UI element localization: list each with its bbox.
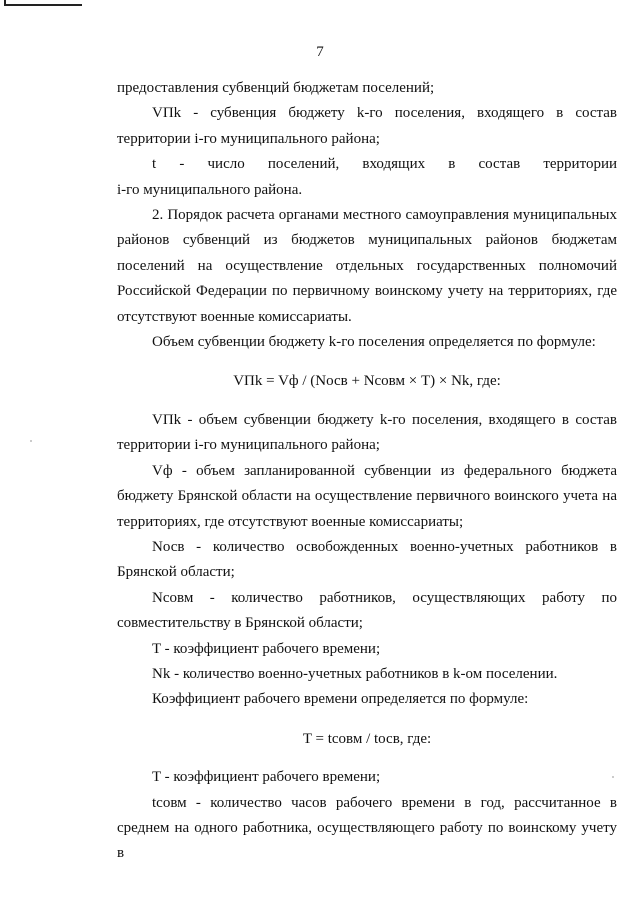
definition-t-line: t - число поселений, входящих в состав территории — [152, 156, 617, 173]
section-2-heading-line: 2. Порядок расчета органами местного самоуправления муниципальных — [152, 207, 617, 224]
text-line: Коэффициент рабочего времени определяется по формуле: — [152, 691, 529, 708]
text-line: предоставления субвенций бюджетам поселений; — [117, 80, 435, 96]
definition-vf-line: Vф - объем запланированной субвенции из федерального бюджета — [152, 462, 617, 479]
definition-nsovm-line: Nсовм - количество работников, осуществляющих работу по — [152, 589, 617, 606]
text-line: территориях, где отсутствуют военные комиссариаты; — [117, 513, 464, 530]
text-line: районов субвенций из бюджетов муниципальных районов бюджетам — [117, 232, 617, 249]
definition-t-coef-line: T - коэффициент рабочего времени; — [152, 640, 381, 657]
text-line: отсутствуют военные комиссариаты. — [117, 308, 352, 325]
text-line: бюджету Брянской области на осуществление первичного воинского учета на — [117, 488, 617, 505]
text-line: Объем субвенции бюджету k-го поселения определяется по формуле: — [152, 334, 596, 351]
definition-nk-line: Nk - количество военно-учетных работников в k-ом поселении. — [152, 665, 558, 682]
definition-nosv-line: Nосв - количество освобожденных военно-учетных работников в — [152, 538, 617, 555]
document-body — [117, 76, 617, 867]
text-line: территории i-го муниципального района; — [117, 130, 380, 147]
formula-t: T = tсовм / tосв, где: — [302, 730, 432, 747]
text-line: i-го муниципального района. — [117, 181, 303, 198]
text-line: поселений на осуществление отдельных государственных полномочий — [117, 257, 617, 274]
definition-vpk-line: VПk - субвенция бюджету k-го поселения, входящего в состав — [152, 105, 617, 122]
definition-t-coef-line: T - коэффициент рабочего времени; — [152, 769, 381, 786]
scan-speck — [612, 776, 614, 778]
scan-corner-mark — [4, 4, 82, 6]
text-line: Российской Федерации по первичному воинскому учету на территориях, где — [117, 283, 617, 300]
definition-vpk-line: VПk - объем субвенции бюджету k-го поселения, входящего в состав — [152, 411, 617, 428]
text-line: территории i-го муниципального района; — [117, 437, 380, 454]
definition-tsovm-line: tсовм - количество часов рабочего времени в год, рассчитанное в — [152, 794, 617, 811]
page-number: 7 — [316, 44, 324, 60]
text-line: среднем на одного работника, осуществляющего работу по воинскому учету в — [117, 819, 617, 862]
text-line: совместительству в Брянской области; — [117, 615, 363, 632]
text-line: Брянской области; — [117, 564, 235, 581]
formula-vpk: VПk = Vф / (Nосв + Nсовм × T) × Nk, где: — [233, 373, 501, 390]
scan-speck — [30, 440, 32, 442]
